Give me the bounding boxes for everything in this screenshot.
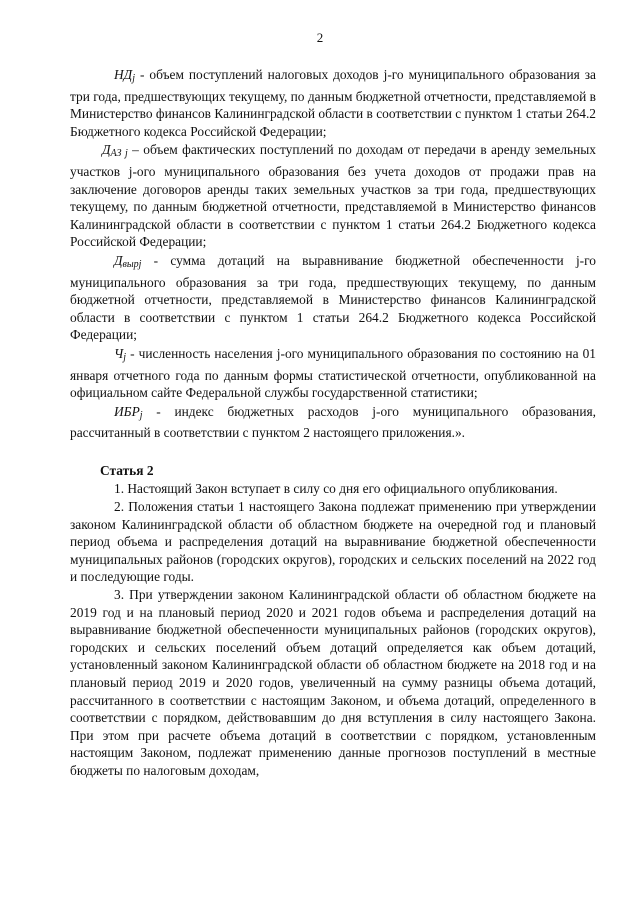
definition-text: – объем фактических поступлений по доходам от передачи в аренду земельных участков j-ого муниципального образования без учета доходов от продажи прав на заключение договоров аренды таких земельных участков за три года, предшествующих текущему, по данным бюджетной отчетности, представляемой в Министерство финансов Калининградской области в соответствии с пунктом 1 статьи 264.2 Бюджетного кодекса Российской Федерации; xyxy=(70,142,596,250)
definition-nd xyxy=(70,66,596,140)
symbol: Д xyxy=(102,142,111,158)
document-body xyxy=(70,66,596,780)
definition-daz xyxy=(70,141,596,251)
definition-text: - численность населения j-ого муниципального образования по состоянию на 01 января отчетного года по данным формы статистической отчетности, опубликованной на официальном сайте Федеральной службы государственной статистики; xyxy=(70,345,596,401)
definition-text: - объем поступлений налоговых доходов j-го муниципального образования за три года, предшествующих текущему, по данным бюджетной отчетности, представляемой в Министерство финансов Калининградской области в соответствии с пунктом 1 статьи 264.2 Бюджетного кодекса Российской Федерации; xyxy=(70,67,596,139)
definition-ch xyxy=(70,345,596,402)
article-paragraph-3: 3. При утверждении законом Калининградской области об областном бюджете на 2019 год и на плановый период 2020 и 2021 годов объема и распределения дотаций на выравнивание бюджетной обеспеченности муниципальных районов (городских округов), городских и сельских поселений объем дотаций определяется как объем дотаций, установленный законом Калининградской области об областном бюджете на 2018 год и на плановый период 2019 и 2020 годов, увеличенный на сумму разницы объема дотаций, рассчитанного в соответствии с настоящим Законом, и объема дотаций, определенного в соответствии с порядком, действовавшим до дня вступления в силу настоящего Закона. При этом при расчете объема дотаций в соответствии с порядком, установленным настоящим Законом, подлежат применению данные прогнозов поступлений в местные бюджеты по налоговым доходам, xyxy=(70,587,596,778)
symbol-subscript: j xyxy=(123,351,127,363)
definition-dvyr xyxy=(70,252,596,344)
symbol-subscript: j xyxy=(139,409,143,421)
page-number: 2 xyxy=(316,30,324,45)
symbol-subscript: j xyxy=(132,73,135,84)
symbol: ИБР xyxy=(114,403,140,419)
symbol: НД xyxy=(114,67,133,82)
article-paragraph-2: 2. Положения статьи 1 настоящего Закона подлежат применению при утверждении законом Калининградской области об областном бюджете на очередной год и плановый период объема и распределения дотаций на выравнивание бюджетной обеспеченности муниципальных районов (городских округов), городских и сельских поселений на 2022 год и последующие годы. xyxy=(70,499,596,585)
symbol: Ч xyxy=(114,345,124,361)
article-title: Статья 2 xyxy=(100,462,154,478)
definition-text: - сумма дотаций на выравнивание бюджетной обеспеченности j-го муниципального образования за три года, предшествующих текущему, по данным бюджетной отчетности, представляемой в Министерство финансов Калининградской области в соответствии с пунктом 1 статьи 264.2 Бюджетного кодекса Российской Федерации; xyxy=(70,252,596,343)
article-paragraph-1: 1. Настоящий Закон вступает в силу со дня его официального опубликования. xyxy=(114,481,558,497)
definition-text: - индекс бюджетных расходов j-ого муниципального образования, рассчитанный в соответствии с пунктом 2 настоящего приложения.». xyxy=(70,403,596,441)
definition-ibr xyxy=(70,403,596,442)
symbol-subscript: АЗ j xyxy=(110,148,128,160)
symbol: Д xyxy=(114,252,123,268)
symbol-subscript: вырj xyxy=(122,258,142,270)
